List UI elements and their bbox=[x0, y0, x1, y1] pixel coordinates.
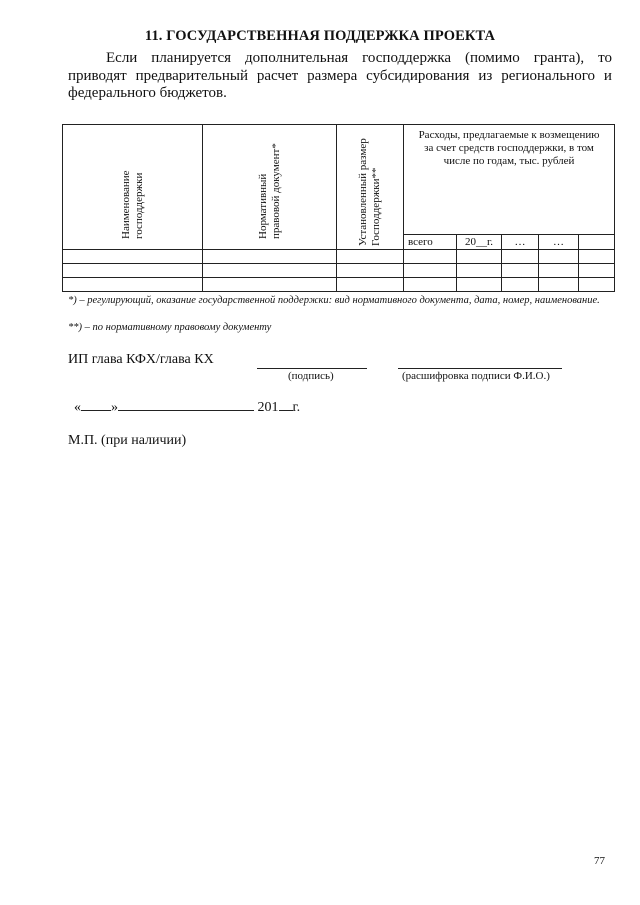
intro-word: федерального бюджетов. bbox=[68, 85, 227, 101]
year-suffix: г. bbox=[292, 400, 301, 415]
table-cell[interactable] bbox=[63, 250, 203, 264]
intro-word: Если bbox=[106, 50, 138, 66]
intro-paragraph bbox=[68, 50, 612, 103]
date-open-quote: « bbox=[74, 400, 81, 415]
intro-word: планируется bbox=[151, 50, 232, 66]
intro-word: приводят bbox=[68, 67, 127, 84]
intro-word: регионального bbox=[501, 67, 595, 84]
year-prefix: 201 bbox=[257, 400, 279, 415]
header-document-text: Нормативный правовой документ* bbox=[256, 143, 282, 239]
intro-word: предварительный bbox=[135, 67, 248, 84]
table-cell[interactable] bbox=[63, 278, 203, 292]
table-cell[interactable] bbox=[457, 264, 502, 278]
footnote-1: *) – регулирующий, оказание государственной поддержки: вид нормативного документа, дата, номер, наименование. bbox=[68, 295, 600, 306]
name-decode-line[interactable] bbox=[398, 368, 562, 369]
signer-label: ИП глава КФХ/глава КХ bbox=[68, 352, 214, 367]
table-cell[interactable] bbox=[539, 278, 579, 292]
table-cell[interactable] bbox=[539, 264, 579, 278]
table-cell[interactable] bbox=[203, 264, 337, 278]
intro-word: то bbox=[598, 50, 612, 66]
table-cell[interactable] bbox=[203, 278, 337, 292]
intro-line-1 bbox=[68, 50, 612, 68]
intro-word: и bbox=[603, 67, 612, 84]
table-cell[interactable] bbox=[539, 250, 579, 264]
header-name-text: Наименование господдержки bbox=[119, 170, 145, 239]
table-cell[interactable] bbox=[404, 264, 457, 278]
sub-header-blank bbox=[579, 235, 615, 250]
sub-header-dots: … bbox=[539, 235, 579, 250]
intro-word: гранта), bbox=[533, 50, 585, 66]
table-cell[interactable] bbox=[404, 250, 457, 264]
support-table bbox=[62, 124, 615, 292]
table-cell[interactable] bbox=[579, 278, 615, 292]
intro-word: из bbox=[478, 67, 493, 84]
header-cell-name bbox=[63, 125, 203, 250]
sub-header-total: всего bbox=[404, 235, 457, 250]
page-number: 77 bbox=[594, 855, 605, 867]
header-expenses-text: Расходы, предлагаемые к возмещению за счет средств господдержки, в том числе по годам, тыс. рублей bbox=[418, 129, 600, 167]
table-row bbox=[63, 250, 615, 264]
table-cell[interactable] bbox=[579, 264, 615, 278]
signature-caption: (подпись) bbox=[288, 370, 334, 382]
date-line bbox=[74, 397, 300, 416]
intro-line-3 bbox=[68, 85, 612, 103]
name-decode-caption: (расшифровка подписи Ф.И.О.) bbox=[402, 370, 550, 382]
intro-word: дополнительная bbox=[245, 50, 349, 66]
table-cell[interactable] bbox=[579, 250, 615, 264]
intro-word: субсидирования bbox=[366, 67, 470, 84]
table-cell[interactable] bbox=[203, 250, 337, 264]
section-title: 11. ГОСУДАРСТВЕННАЯ ПОДДЕРЖКА ПРОЕКТА bbox=[144, 28, 496, 44]
table-row bbox=[63, 278, 615, 292]
intro-line-2 bbox=[68, 68, 612, 86]
table-cell[interactable] bbox=[457, 278, 502, 292]
signature-line[interactable] bbox=[257, 368, 367, 369]
day-blank[interactable] bbox=[81, 397, 111, 411]
header-size-text: Установленный размер Господдержки** bbox=[357, 138, 382, 246]
stamp-place: М.П. (при наличии) bbox=[68, 433, 187, 448]
sub-header-year: 20__г. bbox=[457, 235, 502, 250]
table-cell[interactable] bbox=[63, 264, 203, 278]
header-cell-expenses bbox=[404, 125, 615, 235]
header-cell-document bbox=[203, 125, 337, 250]
table-cell[interactable] bbox=[502, 278, 539, 292]
table-cell[interactable] bbox=[404, 278, 457, 292]
intro-word: размера bbox=[307, 67, 358, 84]
year-blank[interactable] bbox=[279, 397, 293, 411]
table-cell[interactable] bbox=[337, 264, 404, 278]
table-row bbox=[63, 264, 615, 278]
table-cell[interactable] bbox=[457, 250, 502, 264]
intro-word: (помимо bbox=[465, 50, 520, 66]
month-blank[interactable] bbox=[118, 397, 254, 411]
intro-word: расчет bbox=[256, 67, 299, 84]
table-cell[interactable] bbox=[502, 250, 539, 264]
sub-header-dots: … bbox=[502, 235, 539, 250]
intro-word: господдержка bbox=[362, 50, 452, 66]
table-cell[interactable] bbox=[502, 264, 539, 278]
footnote-2: **) – по нормативному правовому документу bbox=[68, 322, 272, 333]
table-cell[interactable] bbox=[337, 250, 404, 264]
table-cell[interactable] bbox=[337, 278, 404, 292]
header-cell-size bbox=[337, 125, 404, 250]
date-close-quote: » bbox=[111, 400, 118, 415]
